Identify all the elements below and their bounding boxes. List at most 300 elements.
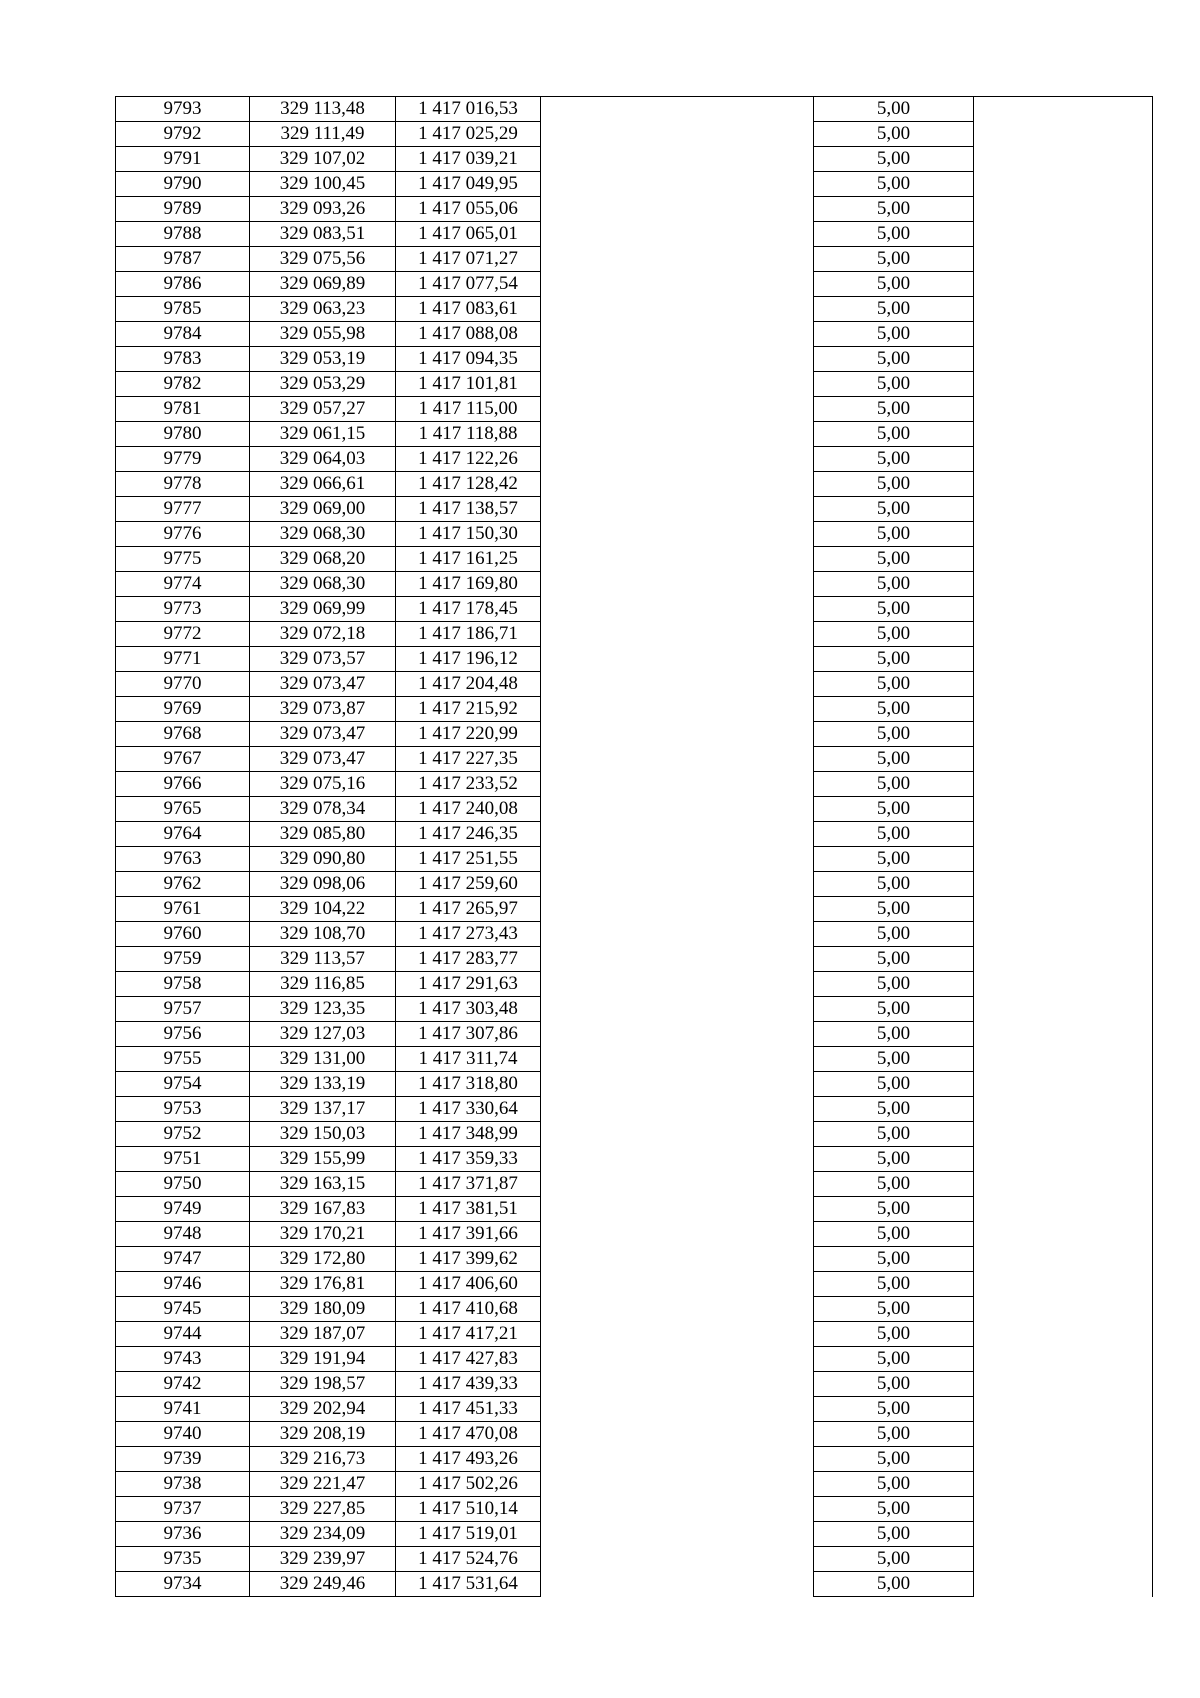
tolerance-cell: 5,00 (814, 1022, 974, 1047)
table-row (116, 122, 1153, 147)
tolerance-cell: 5,00 (814, 1172, 974, 1197)
y-coordinate-cell: 1 417 531,64 (396, 1572, 541, 1597)
empty-cell (541, 1397, 814, 1422)
empty-cell (541, 897, 814, 922)
point-number-cell: 9771 (116, 647, 250, 672)
y-coordinate-cell: 1 417 427,83 (396, 1347, 541, 1372)
y-coordinate-cell: 1 417 265,97 (396, 897, 541, 922)
y-coordinate-cell: 1 417 178,45 (396, 597, 541, 622)
table-row (116, 1447, 1153, 1472)
tolerance-cell: 5,00 (814, 97, 974, 122)
point-number-cell: 9740 (116, 1422, 250, 1447)
empty-cell (541, 272, 814, 297)
table-row (116, 422, 1153, 447)
y-coordinate-cell: 1 417 410,68 (396, 1297, 541, 1322)
y-coordinate-cell: 1 417 055,06 (396, 197, 541, 222)
point-number-cell: 9777 (116, 497, 250, 522)
x-coordinate-cell: 329 127,03 (250, 1022, 396, 1047)
table-row (116, 372, 1153, 397)
x-coordinate-cell: 329 073,47 (250, 722, 396, 747)
y-coordinate-cell: 1 417 259,60 (396, 872, 541, 897)
point-number-cell: 9757 (116, 997, 250, 1022)
x-coordinate-cell: 329 170,21 (250, 1222, 396, 1247)
empty-cell (541, 1222, 814, 1247)
x-coordinate-cell: 329 093,26 (250, 197, 396, 222)
empty-cell (974, 697, 1153, 722)
empty-cell (541, 1272, 814, 1297)
point-number-cell: 9776 (116, 522, 250, 547)
y-coordinate-cell: 1 417 065,01 (396, 222, 541, 247)
tolerance-cell: 5,00 (814, 1097, 974, 1122)
y-coordinate-cell: 1 417 128,42 (396, 472, 541, 497)
table-row (116, 697, 1153, 722)
x-coordinate-cell: 329 198,57 (250, 1372, 396, 1397)
point-number-cell: 9755 (116, 1047, 250, 1072)
table-row (116, 1572, 1153, 1597)
table-row (116, 797, 1153, 822)
table-row (116, 947, 1153, 972)
x-coordinate-cell: 329 150,03 (250, 1122, 396, 1147)
empty-cell (974, 797, 1153, 822)
y-coordinate-cell: 1 417 039,21 (396, 147, 541, 172)
tolerance-cell: 5,00 (814, 472, 974, 497)
tolerance-cell: 5,00 (814, 747, 974, 772)
empty-cell (541, 872, 814, 897)
x-coordinate-cell: 329 069,00 (250, 497, 396, 522)
tolerance-cell: 5,00 (814, 522, 974, 547)
tolerance-cell: 5,00 (814, 597, 974, 622)
point-number-cell: 9768 (116, 722, 250, 747)
table-row (116, 1122, 1153, 1147)
x-coordinate-cell: 329 239,97 (250, 1547, 396, 1572)
x-coordinate-cell: 329 172,80 (250, 1247, 396, 1272)
empty-cell (974, 297, 1153, 322)
y-coordinate-cell: 1 417 240,08 (396, 797, 541, 822)
table-row (116, 1047, 1153, 1072)
empty-cell (974, 147, 1153, 172)
x-coordinate-cell: 329 216,73 (250, 1447, 396, 1472)
empty-cell (541, 647, 814, 672)
empty-cell (541, 1172, 814, 1197)
tolerance-cell: 5,00 (814, 1472, 974, 1497)
point-number-cell: 9753 (116, 1097, 250, 1122)
y-coordinate-cell: 1 417 470,08 (396, 1422, 541, 1447)
point-number-cell: 9763 (116, 847, 250, 872)
x-coordinate-cell: 329 107,02 (250, 147, 396, 172)
empty-cell (541, 697, 814, 722)
x-coordinate-cell: 329 116,85 (250, 972, 396, 997)
coordinates-table-body (116, 97, 1153, 1597)
x-coordinate-cell: 329 208,19 (250, 1422, 396, 1447)
table-row (116, 772, 1153, 797)
y-coordinate-cell: 1 417 150,30 (396, 522, 541, 547)
point-number-cell: 9774 (116, 572, 250, 597)
empty-cell (541, 947, 814, 972)
table-row (116, 1197, 1153, 1222)
empty-cell (974, 847, 1153, 872)
y-coordinate-cell: 1 417 220,99 (396, 722, 541, 747)
point-number-cell: 9760 (116, 922, 250, 947)
point-number-cell: 9758 (116, 972, 250, 997)
y-coordinate-cell: 1 417 101,81 (396, 372, 541, 397)
point-number-cell: 9790 (116, 172, 250, 197)
tolerance-cell: 5,00 (814, 222, 974, 247)
point-number-cell: 9770 (116, 672, 250, 697)
x-coordinate-cell: 329 155,99 (250, 1147, 396, 1172)
point-number-cell: 9779 (116, 447, 250, 472)
point-number-cell: 9765 (116, 797, 250, 822)
tolerance-cell: 5,00 (814, 1297, 974, 1322)
y-coordinate-cell: 1 417 251,55 (396, 847, 541, 872)
point-number-cell: 9738 (116, 1472, 250, 1497)
empty-cell (974, 1322, 1153, 1347)
empty-cell (974, 672, 1153, 697)
y-coordinate-cell: 1 417 186,71 (396, 622, 541, 647)
tolerance-cell: 5,00 (814, 197, 974, 222)
empty-cell (974, 397, 1153, 422)
table-row (116, 822, 1153, 847)
y-coordinate-cell: 1 417 083,61 (396, 297, 541, 322)
table-row (116, 522, 1153, 547)
x-coordinate-cell: 329 064,03 (250, 447, 396, 472)
y-coordinate-cell: 1 417 122,26 (396, 447, 541, 472)
point-number-cell: 9762 (116, 872, 250, 897)
tolerance-cell: 5,00 (814, 822, 974, 847)
empty-cell (974, 197, 1153, 222)
tolerance-cell: 5,00 (814, 672, 974, 697)
point-number-cell: 9748 (116, 1222, 250, 1247)
empty-cell (541, 222, 814, 247)
empty-cell (974, 1147, 1153, 1172)
table-row (116, 447, 1153, 472)
tolerance-cell: 5,00 (814, 1372, 974, 1397)
tolerance-cell: 5,00 (814, 972, 974, 997)
empty-cell (974, 547, 1153, 572)
empty-cell (541, 722, 814, 747)
point-number-cell: 9747 (116, 1247, 250, 1272)
tolerance-cell: 5,00 (814, 1322, 974, 1347)
empty-cell (974, 1297, 1153, 1322)
empty-cell (541, 622, 814, 647)
point-number-cell: 9737 (116, 1497, 250, 1522)
table-row (116, 472, 1153, 497)
table-row (116, 297, 1153, 322)
tolerance-cell: 5,00 (814, 1547, 974, 1572)
tolerance-cell: 5,00 (814, 847, 974, 872)
tolerance-cell: 5,00 (814, 1247, 974, 1272)
tolerance-cell: 5,00 (814, 247, 974, 272)
x-coordinate-cell: 329 069,89 (250, 272, 396, 297)
y-coordinate-cell: 1 417 246,35 (396, 822, 541, 847)
y-coordinate-cell: 1 417 417,21 (396, 1322, 541, 1347)
table-row (116, 1347, 1153, 1372)
tolerance-cell: 5,00 (814, 647, 974, 672)
table-row (116, 1372, 1153, 1397)
tolerance-cell: 5,00 (814, 172, 974, 197)
tolerance-cell: 5,00 (814, 697, 974, 722)
table-row (116, 1422, 1153, 1447)
empty-cell (974, 1447, 1153, 1472)
coordinates-table (115, 96, 1153, 1597)
table-row (116, 1072, 1153, 1097)
empty-cell (541, 497, 814, 522)
point-number-cell: 9745 (116, 1297, 250, 1322)
empty-cell (974, 122, 1153, 147)
table-row (116, 1097, 1153, 1122)
tolerance-cell: 5,00 (814, 347, 974, 372)
empty-cell (541, 322, 814, 347)
table-row (116, 1397, 1153, 1422)
x-coordinate-cell: 329 227,85 (250, 1497, 396, 1522)
y-coordinate-cell: 1 417 311,74 (396, 1047, 541, 1072)
point-number-cell: 9754 (116, 1072, 250, 1097)
tolerance-cell: 5,00 (814, 322, 974, 347)
x-coordinate-cell: 329 113,48 (250, 97, 396, 122)
point-number-cell: 9743 (116, 1347, 250, 1372)
y-coordinate-cell: 1 417 307,86 (396, 1022, 541, 1047)
tolerance-cell: 5,00 (814, 622, 974, 647)
y-coordinate-cell: 1 417 291,63 (396, 972, 541, 997)
empty-cell (974, 1022, 1153, 1047)
x-coordinate-cell: 329 053,19 (250, 347, 396, 372)
tolerance-cell: 5,00 (814, 1422, 974, 1447)
table-row (116, 547, 1153, 572)
y-coordinate-cell: 1 417 318,80 (396, 1072, 541, 1097)
point-number-cell: 9761 (116, 897, 250, 922)
x-coordinate-cell: 329 123,35 (250, 997, 396, 1022)
point-number-cell: 9766 (116, 772, 250, 797)
empty-cell (974, 1222, 1153, 1247)
tolerance-cell: 5,00 (814, 997, 974, 1022)
table-row (116, 247, 1153, 272)
y-coordinate-cell: 1 417 391,66 (396, 1222, 541, 1247)
empty-cell (541, 997, 814, 1022)
empty-cell (541, 122, 814, 147)
empty-cell (974, 1422, 1153, 1447)
x-coordinate-cell: 329 111,49 (250, 122, 396, 147)
point-number-cell: 9739 (116, 1447, 250, 1472)
tolerance-cell: 5,00 (814, 297, 974, 322)
y-coordinate-cell: 1 417 115,00 (396, 397, 541, 422)
empty-cell (974, 272, 1153, 297)
y-coordinate-cell: 1 417 283,77 (396, 947, 541, 972)
tolerance-cell: 5,00 (814, 722, 974, 747)
empty-cell (974, 1522, 1153, 1547)
tolerance-cell: 5,00 (814, 1497, 974, 1522)
x-coordinate-cell: 329 131,00 (250, 1047, 396, 1072)
x-coordinate-cell: 329 073,87 (250, 697, 396, 722)
y-coordinate-cell: 1 417 502,26 (396, 1472, 541, 1497)
y-coordinate-cell: 1 417 381,51 (396, 1197, 541, 1222)
x-coordinate-cell: 329 221,47 (250, 1472, 396, 1497)
tolerance-cell: 5,00 (814, 1222, 974, 1247)
y-coordinate-cell: 1 417 138,57 (396, 497, 541, 522)
empty-cell (974, 1172, 1153, 1197)
empty-cell (974, 1347, 1153, 1372)
table-row (116, 197, 1153, 222)
table-row (116, 1172, 1153, 1197)
y-coordinate-cell: 1 417 451,33 (396, 1397, 541, 1422)
tolerance-cell: 5,00 (814, 422, 974, 447)
empty-cell (974, 997, 1153, 1022)
point-number-cell: 9744 (116, 1322, 250, 1347)
table-row (116, 222, 1153, 247)
point-number-cell: 9778 (116, 472, 250, 497)
x-coordinate-cell: 329 100,45 (250, 172, 396, 197)
empty-cell (974, 1572, 1153, 1597)
x-coordinate-cell: 329 063,23 (250, 297, 396, 322)
x-coordinate-cell: 329 163,15 (250, 1172, 396, 1197)
y-coordinate-cell: 1 417 169,80 (396, 572, 541, 597)
empty-cell (974, 572, 1153, 597)
empty-cell (541, 1197, 814, 1222)
y-coordinate-cell: 1 417 118,88 (396, 422, 541, 447)
x-coordinate-cell: 329 083,51 (250, 222, 396, 247)
empty-cell (541, 972, 814, 997)
empty-cell (541, 797, 814, 822)
point-number-cell: 9734 (116, 1572, 250, 1597)
empty-cell (974, 1122, 1153, 1147)
table-row (116, 172, 1153, 197)
x-coordinate-cell: 329 108,70 (250, 922, 396, 947)
table-row (116, 922, 1153, 947)
table-row (116, 897, 1153, 922)
y-coordinate-cell: 1 417 088,08 (396, 322, 541, 347)
empty-cell (541, 397, 814, 422)
table-row (116, 97, 1153, 122)
x-coordinate-cell: 329 057,27 (250, 397, 396, 422)
empty-cell (974, 1497, 1153, 1522)
x-coordinate-cell: 329 167,83 (250, 1197, 396, 1222)
x-coordinate-cell: 329 191,94 (250, 1347, 396, 1372)
tolerance-cell: 5,00 (814, 1347, 974, 1372)
empty-cell (541, 197, 814, 222)
y-coordinate-cell: 1 417 371,87 (396, 1172, 541, 1197)
empty-cell (541, 1422, 814, 1447)
empty-cell (974, 522, 1153, 547)
table-row (116, 1022, 1153, 1047)
empty-cell (974, 772, 1153, 797)
empty-cell (541, 922, 814, 947)
point-number-cell: 9781 (116, 397, 250, 422)
x-coordinate-cell: 329 202,94 (250, 1397, 396, 1422)
table-row (116, 347, 1153, 372)
x-coordinate-cell: 329 073,47 (250, 747, 396, 772)
y-coordinate-cell: 1 417 330,64 (396, 1097, 541, 1122)
empty-cell (974, 447, 1153, 472)
x-coordinate-cell: 329 073,47 (250, 672, 396, 697)
tolerance-cell: 5,00 (814, 797, 974, 822)
y-coordinate-cell: 1 417 227,35 (396, 747, 541, 772)
tolerance-cell: 5,00 (814, 497, 974, 522)
point-number-cell: 9751 (116, 1147, 250, 1172)
point-number-cell: 9749 (116, 1197, 250, 1222)
point-number-cell: 9769 (116, 697, 250, 722)
tolerance-cell: 5,00 (814, 1572, 974, 1597)
x-coordinate-cell: 329 069,99 (250, 597, 396, 622)
empty-cell (974, 922, 1153, 947)
y-coordinate-cell: 1 417 406,60 (396, 1272, 541, 1297)
point-number-cell: 9756 (116, 1022, 250, 1047)
table-row (116, 1472, 1153, 1497)
x-coordinate-cell: 329 068,30 (250, 572, 396, 597)
empty-cell (541, 1072, 814, 1097)
point-number-cell: 9752 (116, 1122, 250, 1147)
x-coordinate-cell: 329 234,09 (250, 1522, 396, 1547)
y-coordinate-cell: 1 417 524,76 (396, 1547, 541, 1572)
empty-cell (541, 422, 814, 447)
tolerance-cell: 5,00 (814, 372, 974, 397)
point-number-cell: 9767 (116, 747, 250, 772)
x-coordinate-cell: 329 072,18 (250, 622, 396, 647)
empty-cell (974, 872, 1153, 897)
table-row (116, 672, 1153, 697)
point-number-cell: 9792 (116, 122, 250, 147)
y-coordinate-cell: 1 417 094,35 (396, 347, 541, 372)
point-number-cell: 9785 (116, 297, 250, 322)
empty-cell (974, 172, 1153, 197)
empty-cell (974, 97, 1153, 122)
empty-cell (974, 947, 1153, 972)
x-coordinate-cell: 329 068,20 (250, 547, 396, 572)
point-number-cell: 9780 (116, 422, 250, 447)
empty-cell (541, 1472, 814, 1497)
tolerance-cell: 5,00 (814, 872, 974, 897)
x-coordinate-cell: 329 075,16 (250, 772, 396, 797)
empty-cell (974, 822, 1153, 847)
tolerance-cell: 5,00 (814, 897, 974, 922)
empty-cell (541, 597, 814, 622)
empty-cell (974, 372, 1153, 397)
empty-cell (974, 222, 1153, 247)
empty-cell (974, 1097, 1153, 1122)
table-row (116, 997, 1153, 1022)
empty-cell (541, 1047, 814, 1072)
empty-cell (541, 1147, 814, 1172)
y-coordinate-cell: 1 417 273,43 (396, 922, 541, 947)
point-number-cell: 9775 (116, 547, 250, 572)
point-number-cell: 9782 (116, 372, 250, 397)
x-coordinate-cell: 329 053,29 (250, 372, 396, 397)
tolerance-cell: 5,00 (814, 147, 974, 172)
empty-cell (541, 1572, 814, 1597)
empty-cell (974, 1547, 1153, 1572)
empty-cell (974, 1197, 1153, 1222)
x-coordinate-cell: 329 068,30 (250, 522, 396, 547)
x-coordinate-cell: 329 055,98 (250, 322, 396, 347)
empty-cell (541, 1022, 814, 1047)
table-row (116, 622, 1153, 647)
empty-cell (541, 172, 814, 197)
y-coordinate-cell: 1 417 519,01 (396, 1522, 541, 1547)
table-row (116, 272, 1153, 297)
empty-cell (541, 547, 814, 572)
table-row (116, 872, 1153, 897)
empty-cell (974, 747, 1153, 772)
y-coordinate-cell: 1 417 233,52 (396, 772, 541, 797)
y-coordinate-cell: 1 417 510,14 (396, 1497, 541, 1522)
empty-cell (974, 1247, 1153, 1272)
y-coordinate-cell: 1 417 359,33 (396, 1147, 541, 1172)
tolerance-cell: 5,00 (814, 272, 974, 297)
empty-cell (974, 1472, 1153, 1497)
tolerance-cell: 5,00 (814, 1522, 974, 1547)
empty-cell (541, 297, 814, 322)
tolerance-cell: 5,00 (814, 947, 974, 972)
y-coordinate-cell: 1 417 204,48 (396, 672, 541, 697)
y-coordinate-cell: 1 417 215,92 (396, 697, 541, 722)
tolerance-cell: 5,00 (814, 572, 974, 597)
